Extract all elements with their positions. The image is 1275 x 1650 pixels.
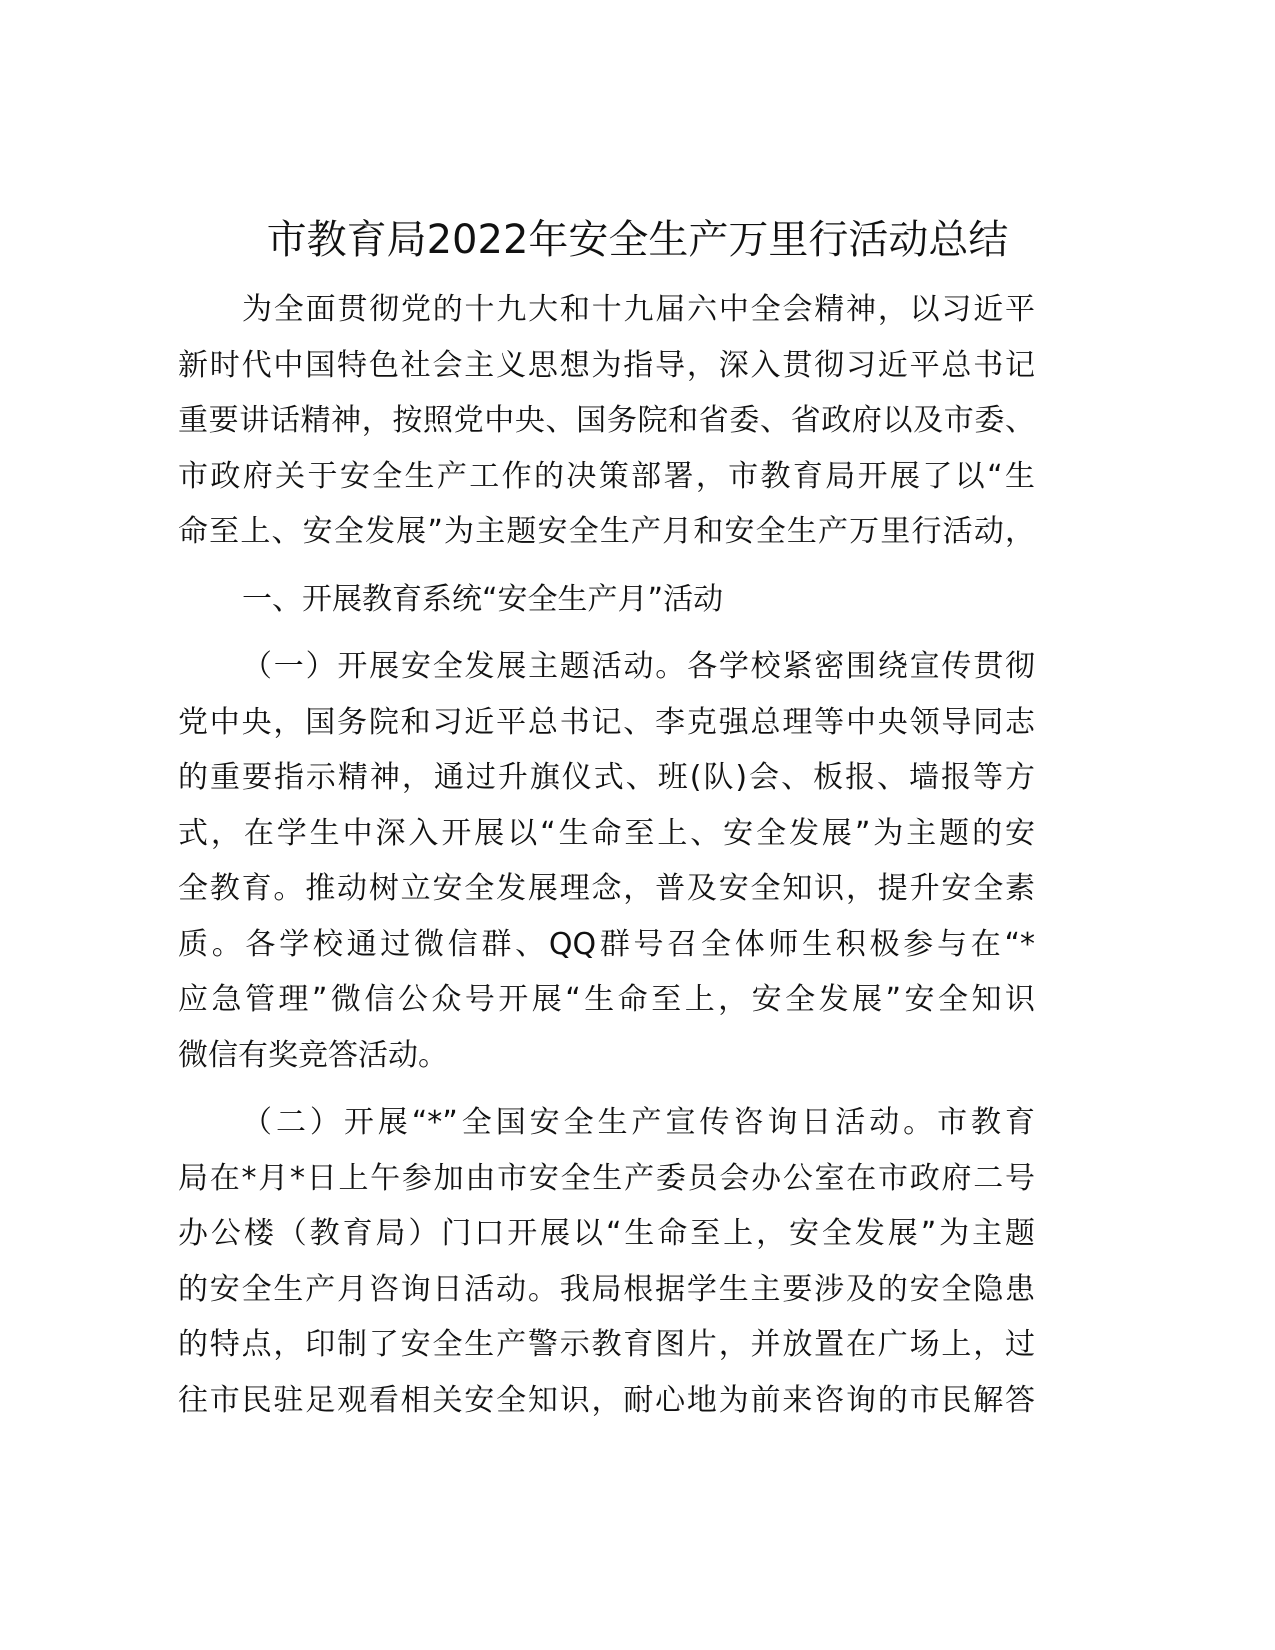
text-line: （二）开展“*”全国安全生产宣传咨询日活动。市教育	[242, 1105, 1035, 1140]
text-line: 重要讲话精神，按照党中央、国务院和省委、省政府以及市委、	[178, 403, 1035, 438]
text-line: 质。各学校通过微信群、QQ群号召全体师生积极参与在“*	[178, 926, 1035, 962]
paragraph	[178, 572, 1035, 628]
text-line: 微信有奖竞答活动。	[178, 1037, 448, 1073]
text-line: 应急管理”微信公众号开展“生命至上，安全发展”安全知识	[178, 982, 1035, 1017]
text-line: 局在*月*日上午参加由市安全生产委员会办公室在市政府二号	[178, 1160, 1035, 1196]
document-title: 市教育局2022年安全生产万里行活动总结	[266, 217, 1009, 263]
text-line: 往市民驻足观看相关安全知识，耐心地为前来咨询的市民解答	[178, 1382, 1035, 1418]
paragraph	[178, 639, 1035, 1083]
text-line: 的安全生产月咨询日活动。我局根据学生主要涉及的安全隐患	[178, 1271, 1035, 1307]
text-line: 式，在学生中深入开展以“生命至上、安全发展”为主题的安	[178, 815, 1035, 851]
text-line: 全教育。推动树立安全发展理念，普及安全知识，提升安全素	[178, 871, 1035, 906]
text-line: 命至上、安全发展”为主题安全生产月和安全生产万里行活动，	[178, 514, 1035, 549]
paragraph	[178, 282, 1035, 560]
text-line: 的重要指示精神，通过升旗仪式、班(队)会、板报、墙报等方	[178, 760, 1035, 795]
text-line: 新时代中国特色社会主义思想为指导，深入贯彻习近平总书记	[178, 347, 1035, 383]
text-line: 办公楼（教育局）门口开展以“生命至上，安全发展”为主题	[178, 1216, 1035, 1251]
text-line: 党中央，国务院和习近平总书记、李克强总理等中央领导同志	[178, 704, 1035, 740]
text-line: 的特点，印制了安全生产警示教育图片，并放置在广场上，过	[178, 1327, 1035, 1362]
text-line: 一、开展教育系统“安全生产月”活动	[242, 581, 724, 617]
text-line: 市政府关于安全生产工作的决策部署，市教育局开展了以“生	[178, 458, 1035, 494]
text-line: （一）开展安全发展主题活动。各学校紧密围绕宣传贯彻	[242, 649, 1035, 684]
document-body	[178, 282, 1035, 1440]
paragraph	[178, 1095, 1035, 1428]
text-line: 为全面贯彻党的十九大和十九届六中全会精神，以习近平	[242, 292, 1035, 327]
